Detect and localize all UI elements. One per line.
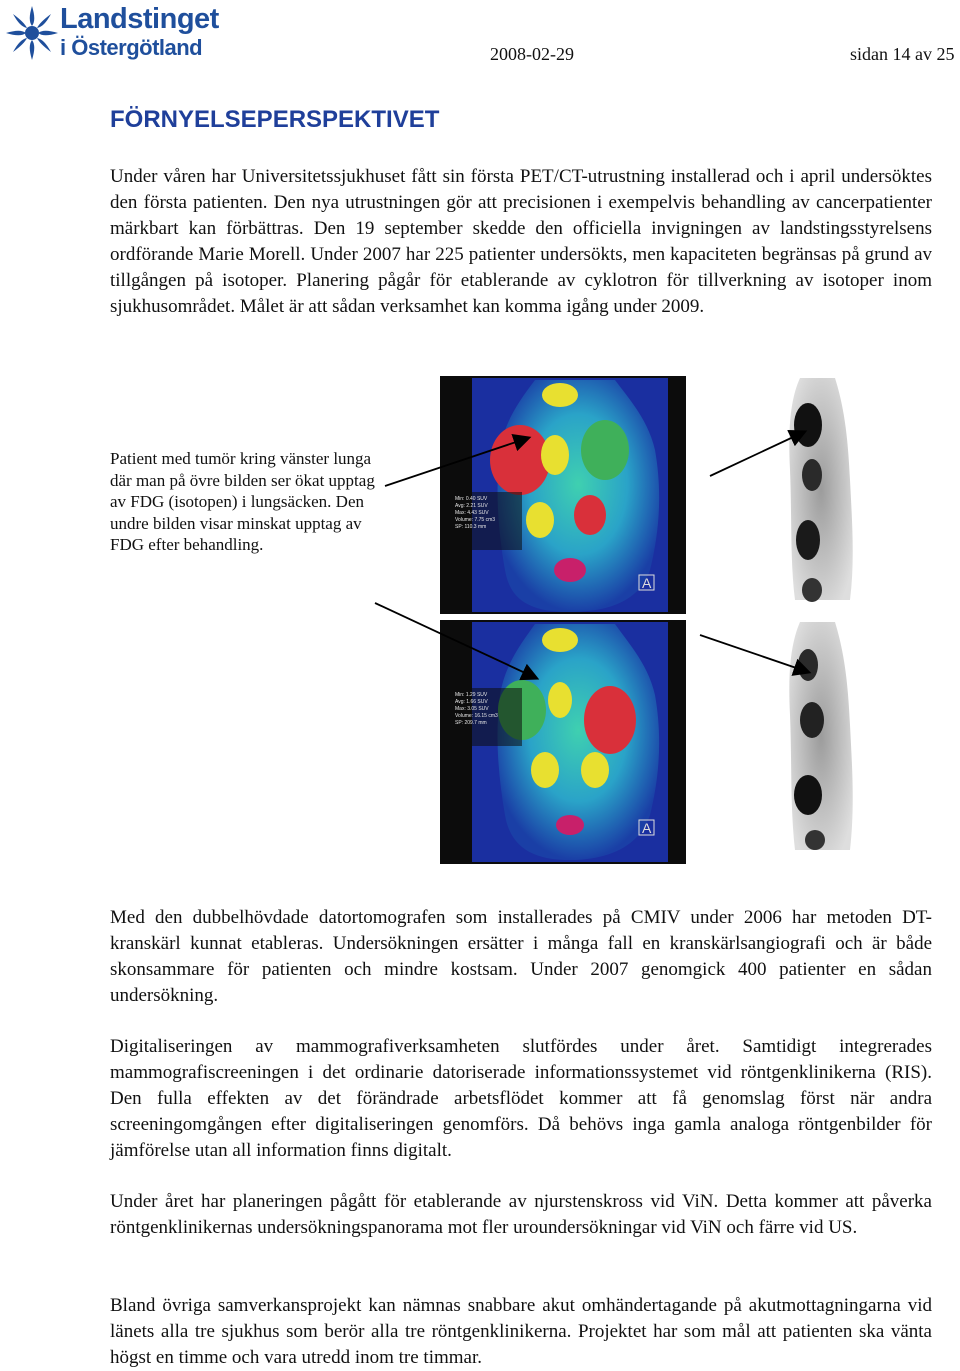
- svg-text:SP: 209.7 mm: SP: 209.7 mm: [455, 720, 487, 726]
- paragraph-njurstenskross: Under året har planeringen pågått för etablerande av njurstenskross vid ViN. Detta kommer att påverka röntgenklinikernas undersökningspanorama mot fler uroundersökningar vid ViN och färre vid US.: [110, 1191, 932, 1238]
- header-date: 2008-02-29: [490, 44, 574, 64]
- svg-text:Max: 3.05 SUV: Max: 3.05 SUV: [455, 706, 489, 712]
- svg-text:Avg: 2.21 SUV: Avg: 2.21 SUV: [455, 503, 488, 509]
- grayscale-pet-top: [789, 378, 852, 602]
- logo-text-line1: Landstinget: [60, 3, 219, 35]
- figure-caption: Patient med tumör kring vänster lunga där man på övre bilden ser ökat upptag av FDG (isotopen) i lungsäcken. Den undre bilden visar minskat upptag av FDG efter behandling.: [110, 449, 375, 554]
- svg-text:Max: 4.43 SUV: Max: 4.43 SUV: [455, 510, 489, 516]
- svg-text:Volume: 7.75 cm3: Volume: 7.75 cm3: [455, 517, 496, 523]
- svg-text:Volume: 16.15 cm3: Volume: 16.15 cm3: [455, 713, 498, 719]
- header-page-number: sidan 14 av 25: [850, 44, 955, 64]
- paragraph-pet-ct: Under våren har Universitetssjukhuset fått sin första PET/CT-utrustning installerad och i april undersöktes den första patienten. Den nya utrustningen gör att precisionen i exempelvis behandling av cancerpatienter märkbart kan förbättras. Den 19 september skedde den officiella invigningen av landstingsstyrelsens ordförande Marie Morell. Under 2007 har 225 patienter undersökts, men kapaciteten begränsas på grund av tillgången på isotoper. Planering pågår för etablerande av cyklotron för tillverkning av isotoper inom sjukhusområdet. Målet är att sådan verksamhet kan komma igång under 2009.: [110, 166, 932, 317]
- svg-text:Avg: 1.66 SUV: Avg: 1.66 SUV: [455, 699, 488, 705]
- paragraph-mammografi: Digitaliseringen av mammografiverksamheten slutfördes under året. Samtidigt integrerades mammografiscreeningen i det ordinarie datoriserade informationssystemet vid röntgenklinikerna (RIS). Den fulla effekten av det förändrade arbetsflödet kommer att få genomslag först när andra screeningomgången efter digitaliseringen genomförs. Då behövs inga gamla analoga röntgenbilder för jämförelse utan all information finns digitalt.: [110, 1036, 932, 1161]
- svg-text:Min: 1.29 SUV: Min: 1.29 SUV: [455, 692, 488, 698]
- paragraph-samverkansprojekt: Bland övriga samverkansprojekt kan nämnas snabbare akut omhändertagande på akutmottagningarna vid länets alla tre sjukhus som berör alla tre röntgenklinikerna. Projektet har som mål att patienten ska vänta högst en timme och vara utredd inom tre timmar.: [110, 1295, 932, 1368]
- pet-ct-scan-bottom: [440, 620, 686, 864]
- scan-marker-top: A: [642, 575, 652, 591]
- logo-text-line2: i Östergötland: [60, 35, 203, 60]
- section-heading: FÖRNYELSEPERSPEKTIVET: [110, 106, 440, 133]
- paragraph-dt-kranskarl: Med den dubbelhövdade datortomografen som installerades på CMIV under 2006 har metoden DT-kranskärl kunnat etableras. Undersökningen ersätter i många fall en kranskärlsangiografi och är både skonsammare för patienten och mindre kostsam. Under 2007 genomgick 400 patienter en sådan undersökning.: [110, 907, 932, 1006]
- scan-marker-bottom: A: [642, 820, 652, 836]
- grayscale-pet-bottom: [789, 622, 852, 850]
- svg-text:Min: 0.40 SUV: Min: 0.40 SUV: [455, 496, 488, 502]
- pet-ct-scan-top: [440, 376, 686, 614]
- svg-text:SP: 110.3 mm: SP: 110.3 mm: [455, 524, 487, 530]
